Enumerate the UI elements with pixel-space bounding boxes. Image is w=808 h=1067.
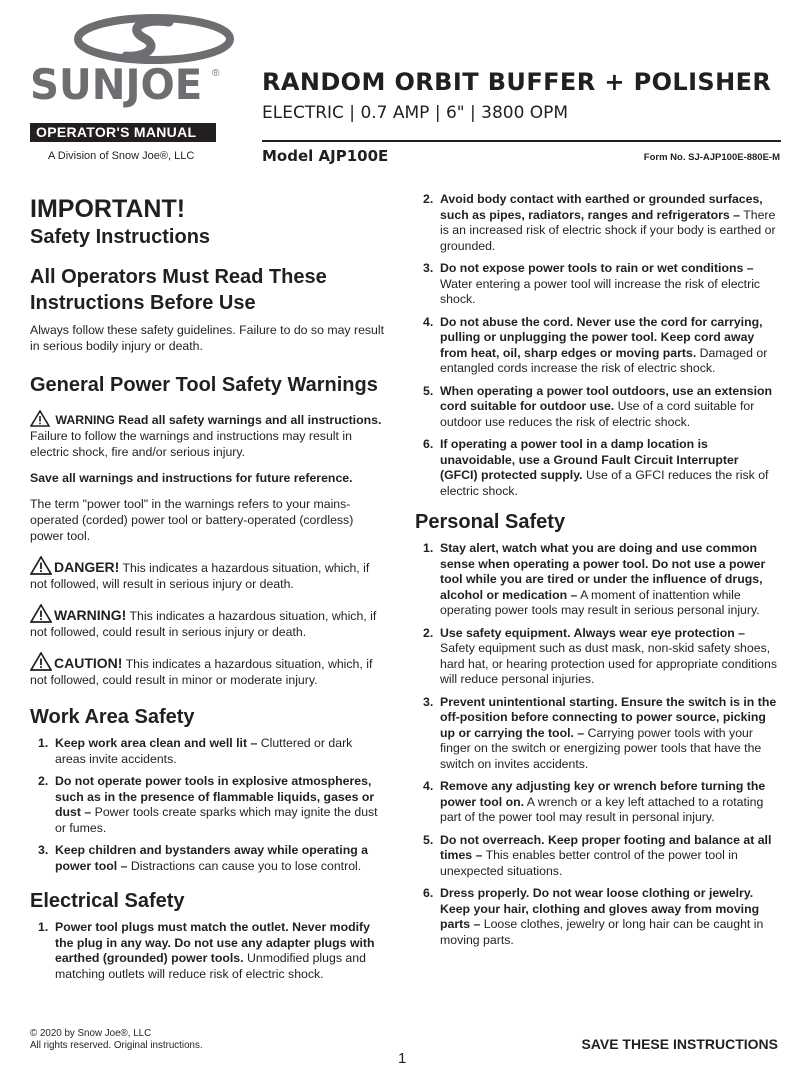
list-item: 3. Do not expose power tools to rain or wet conditions – Water entering a power tool will increase the risk of electric shock. — [423, 261, 761, 306]
header-divider — [262, 140, 781, 142]
list-item: 1. Keep work area clean and well lit – Cluttered or dark areas invite accidents. — [38, 736, 353, 766]
right-column — [415, 192, 778, 955]
list-item: 4. Do not abuse the cord. Never use the cord for carrying, pulling or unplugging the power tool. Keep cord away from heat, oil, sharp edges or moving parts. Damaged or entangled cords increase the risk of electric shock. — [423, 314, 768, 375]
danger-text: This indicates a hazardous situation, which, if not followed, will result in serious injury or death. — [30, 561, 370, 591]
danger-paragraph — [30, 556, 385, 592]
operators-manual-label: OPERATOR'S MANUAL — [30, 123, 216, 142]
power-tool-term-text: The term "power tool" in the warnings refers to your mains-operated (corded) power tool or battery-operated (cordless) power tool. — [30, 497, 354, 543]
model-number: Model AJP100E — [262, 147, 389, 165]
important-heading: IMPORTANT! — [30, 195, 186, 223]
always-follow-text: Always follow these safety guidelines. Failure to do so may result in serious bodily injury or death. — [30, 323, 385, 353]
warning2-paragraph — [30, 604, 385, 640]
personal-safety-list — [415, 541, 778, 948]
brand-logo-text: SUNJOE — [30, 60, 203, 109]
safety-instructions-heading: Safety Instructions — [30, 226, 211, 248]
list-item: 6. If operating a power tool in a damp location is unavoidable, use a Ground Fault Circuit Interrupter (GFCI) protected supply. Use of a GFCI reduces the risk of electric shock. — [423, 437, 769, 498]
list-item: 1. Power tool plugs must match the outlet. Never modify the plug in any way. Do not use any adapter plugs with earthed (grounded) power tools. Unmodified plugs and matching outlets will reduce risk of electric shock. — [38, 920, 375, 981]
danger-triangle-icon — [30, 556, 52, 575]
warning-text: Failure to follow the warnings and instructions may result in electric shock, fire and/or serious injury. — [30, 429, 352, 459]
general-warnings-heading: General Power Tool Safety Warnings — [30, 374, 378, 396]
sunjoe-logo-mark-icon — [74, 14, 234, 64]
list-item: 5. When operating a power tool outdoors, use an extension cord suitable for outdoor use. Use of a cord suitable for outdoor use reduces the risk of electric shock. — [423, 383, 773, 429]
electrical-list-left — [30, 920, 385, 982]
warning2-text: This indicates a hazardous situation, which, if not followed, could result in serious injury or death. — [30, 609, 377, 639]
form-number: Form No. SJ-AJP100E-880E-M — [643, 152, 780, 163]
work-area-heading: Work Area Safety — [30, 706, 195, 728]
caution-triangle-icon — [30, 652, 52, 671]
list-item: 2. Do not operate power tools in explosive atmospheres, such as in the presence of flammable liquids, gases or dust – Power tools create sparks which may ignite the dust or fumes. — [38, 774, 378, 835]
all-operators-heading: All Operators Must Read These Instructions Before Use — [30, 266, 327, 314]
list-item: 2. Use safety equipment. Always wear eye protection – Safety equipment such as dust mask, non-skid safety shoes, hard hat, or hearing protection used for appropriate conditions will reduce personal injuries. — [423, 625, 778, 686]
rights-text: All rights reserved. Original instructions. — [30, 1040, 203, 1051]
division-text: A Division of Snow Joe®, LLC — [48, 150, 195, 162]
caution-paragraph — [30, 652, 385, 688]
caution-label: CAUTION! — [54, 655, 123, 671]
warning2-label: WARNING! — [54, 607, 127, 623]
danger-label: DANGER! — [54, 559, 120, 575]
electrical-list-right — [415, 192, 778, 499]
left-column — [30, 190, 385, 989]
work-area-list — [30, 736, 385, 874]
save-instructions-footer: SAVE THESE INSTRUCTIONS — [581, 1036, 778, 1052]
brand-registered-mark: ® — [212, 68, 220, 79]
list-item: 5. Do not overreach. Keep proper footing and balance at all times – This enables better control of the power tool in unexpected situations. — [423, 832, 772, 878]
save-all-text: Save all warnings and instructions for future reference. — [30, 471, 353, 485]
list-item: 1. Stay alert, watch what you are doing and use common sense when operating a power tool. Do not use a power tool while you are tired or under the influence of drugs, alcohol or medication – A moment of inattention while operating power tools may result in serious personal injury. — [423, 541, 766, 617]
page-title: RANDOM ORBIT BUFFER + POLISHER — [262, 68, 772, 96]
list-item: 2. Avoid body contact with earthed or grounded surfaces, such as pipes, radiators, ranges and refrigerators – There is an increased risk of electric shock if your body is earthed or grounded. — [423, 192, 776, 253]
list-item: 6. Dress properly. Do not wear loose clothing or jewelry. Keep your hair, clothing and gloves away from moving parts – Loose clothes, jewelry or long hair can be caught in moving parts. — [423, 886, 764, 947]
product-specs: ELECTRIC | 0.7 AMP | 6" | 3800 OPM — [262, 103, 569, 123]
list-item: 4. Remove any adjusting key or wrench before turning the power tool on. A wrench or a key left attached to a rotating part of the power tool may result in personal injury. — [423, 779, 766, 824]
list-item: 3. Prevent unintentional starting. Ensure the switch is in the off-position before connecting to power source, picking up or carrying the tool. – Carrying power tools with your finger on the switch or energizing power tools that have the switch on invites accidents. — [423, 694, 777, 771]
copyright-block — [30, 1028, 203, 1052]
warning-paragraph — [30, 410, 385, 460]
electrical-heading: Electrical Safety — [30, 890, 185, 912]
warning-triangle-icon — [30, 410, 50, 427]
warning2-triangle-icon — [30, 604, 52, 623]
caution-text: This indicates a hazardous situation, which, if not followed, could result in minor or moderate injury. — [30, 657, 373, 687]
copyright-text: © 2020 by Snow Joe®, LLC — [30, 1028, 152, 1039]
personal-safety-heading: Personal Safety — [415, 511, 566, 533]
warning-bold-text: WARNING Read all safety warnings and all instructions. — [55, 413, 382, 427]
page-number: 1 — [398, 1050, 407, 1067]
list-item: 3. Keep children and bystanders away while operating a power tool – Distractions can cause you to lose control. — [38, 843, 368, 873]
